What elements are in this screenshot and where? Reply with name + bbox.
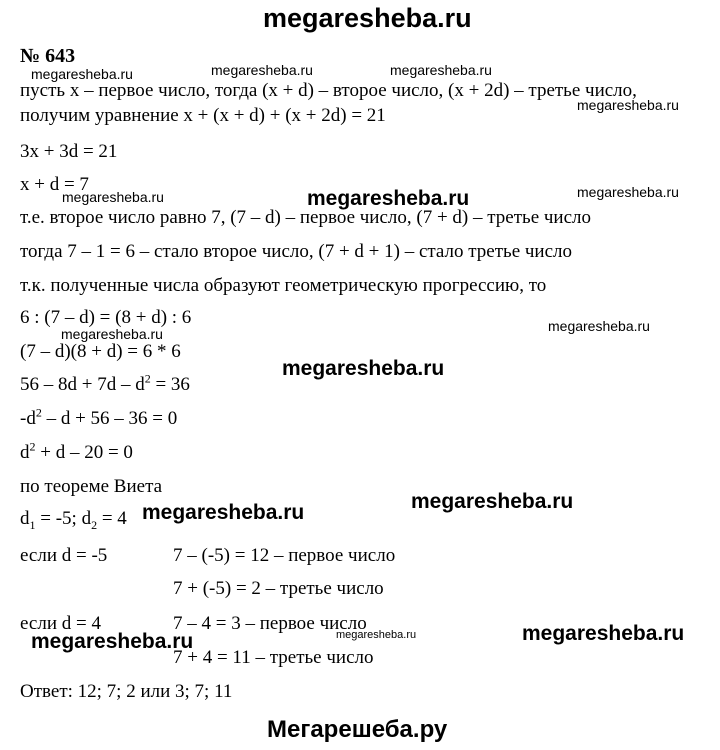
watermark: megaresheba.ru <box>31 66 133 82</box>
site-title-header[interactable]: megaresheba.ru <box>263 3 472 33</box>
solution-line: х + d = 7 <box>20 174 89 195</box>
watermark: megaresheba.ru <box>61 326 163 342</box>
watermark: megaresheba.ru <box>336 629 417 641</box>
solution-line: пусть х – первое число, тогда (х + d) – второе число, (х + 2d) – третье число, <box>20 80 637 101</box>
solution-line: если d = 4 <box>20 613 101 634</box>
problem-number: № 643 <box>20 45 76 67</box>
watermark: megaresheba.ru <box>522 622 685 645</box>
solution-line: если d = -5 <box>20 545 108 566</box>
watermark: megaresheba.ru <box>31 630 194 653</box>
watermark: megaresheba.ru <box>211 62 313 78</box>
solution-line: $56 - 8d + 7d - d^2 = 36$ <box>20 371 190 395</box>
solution-line: 7 – (-5) = 12 – первое число <box>173 545 396 566</box>
watermark: megaresheba.ru <box>577 97 679 113</box>
watermark: megaresheba.ru <box>62 189 164 205</box>
watermark: megaresheba.ru <box>282 357 445 380</box>
solution-line: 6 : (7 – d) = (8 + d) : 6 <box>20 307 192 328</box>
solution-line: $-d^2 - d + 56 - 36 = 0$ <box>20 405 178 429</box>
watermark: megaresheba.ru <box>307 187 470 210</box>
watermark: megaresheba.ru <box>577 184 679 200</box>
answer-line: Ответ: 12; 7; 2 или 3; 7; 11 <box>20 681 233 702</box>
solution-line: $d^2 + d - 20 = 0$ <box>20 439 133 463</box>
solution-line: 3х + 3d = 21 <box>20 141 118 162</box>
solution-line: 7 + 4 = 11 – третье число <box>173 647 374 668</box>
solution-line: тогда 7 – 1 = 6 – стало второе число, (7 + d + 1) – стало третье число <box>20 241 573 262</box>
solution-line: получим уравнение х + (х + d) + (х + 2d) = 21 <box>20 105 386 126</box>
solution-line: 7 – 4 = 3 – первое число <box>173 613 367 634</box>
watermark: megaresheba.ru <box>548 318 650 334</box>
solution-line: 7 + (-5) = 2 – третье число <box>173 578 384 599</box>
solution-line: по теореме Виета <box>20 476 163 497</box>
watermark: megaresheba.ru <box>390 62 492 78</box>
solution-line: т.к. полученные числа образуют геометрическую прогрессию, то <box>20 275 547 296</box>
site-title-footer[interactable]: Мегарешеба.ру <box>267 716 448 743</box>
watermark: megaresheba.ru <box>411 490 574 513</box>
watermark: megaresheba.ru <box>142 501 305 524</box>
solution-line: $d_1 = -5$; $d_2 = 4$ <box>20 508 127 532</box>
solution-line: (7 – d)(8 + d) = 6 * 6 <box>20 341 181 362</box>
solution-line: т.е. второе число равно 7, (7 – d) – первое число, (7 + d) – третье число <box>20 207 592 228</box>
